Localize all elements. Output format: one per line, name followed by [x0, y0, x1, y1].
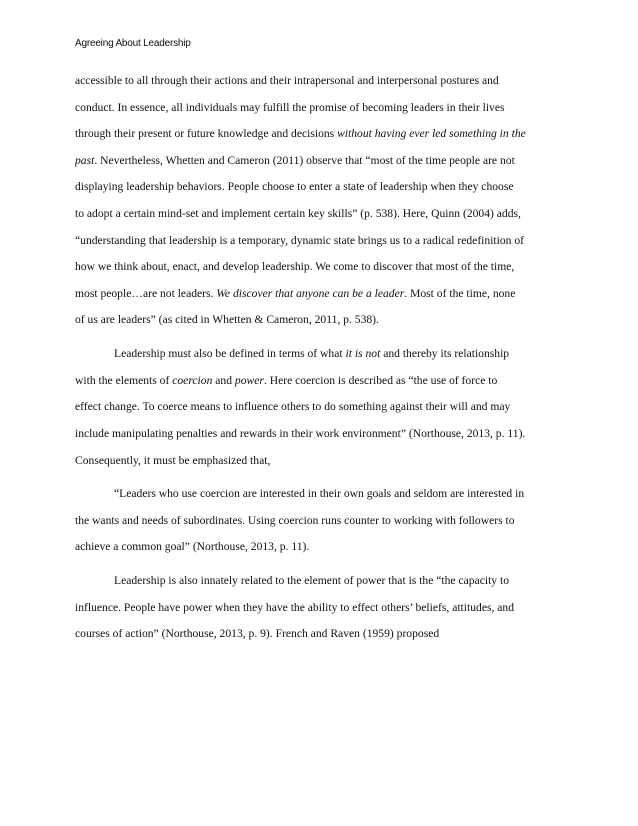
text-line: [75, 281, 575, 308]
italic-text-run: power: [234, 373, 264, 387]
text-run: displaying leadership behaviors. People choose to enter a state of leadership when they choose: [75, 180, 514, 194]
text-run: and thereby its relationship: [380, 347, 510, 361]
text-run: include manipulating penalties and rewards in their work environment” (Northouse, 2013, p. 11).: [75, 426, 526, 440]
text-run: how we think about, enact, and develop leadership. We come to discover that most of the time,: [75, 260, 515, 274]
text-run: accessible to all through their actions and their intrapersonal and interpersonal postures and: [75, 74, 499, 87]
text-line: [75, 254, 575, 281]
text-line: [75, 534, 575, 561]
text-line: [75, 121, 575, 148]
text-run: effect change. To coerce means to influence others to do something against their will and may: [75, 400, 511, 414]
text-line: [75, 394, 575, 421]
text-run: the wants and needs of subordinates. Using coercion runs counter to working with followers to: [75, 513, 515, 527]
text-run: . Here coercion is described as “the use of force to: [263, 373, 498, 387]
text-run: conduct. In essence, all individuals may fulfill the promise of becoming leaders in their lives: [75, 100, 505, 114]
text-line: [75, 595, 575, 622]
text-run: with the elements of: [75, 373, 173, 387]
text-line: [75, 68, 575, 95]
text-run: courses of action” (Northouse, 2013, p. 9). French and Raven (1959) proposed: [75, 627, 440, 641]
text-line: [75, 421, 575, 448]
text-line: [75, 95, 575, 122]
text-line: [75, 174, 575, 201]
text-run: most people…are not leaders.: [75, 286, 217, 300]
text-run: achieve a common goal” (Northouse, 2013, p. 11).: [75, 540, 310, 554]
text-run: . Most of the time, none: [404, 286, 516, 300]
text-line: [75, 307, 575, 334]
text-line: [75, 228, 575, 255]
text-line: [75, 201, 575, 228]
italic-text-run: past: [75, 153, 95, 167]
text-run: “understanding that leadership is a temporary, dynamic state brings us to a radical redefinition of: [75, 233, 525, 247]
text-run: “Leaders who use coercion are interested in their own goals and seldom are interested in: [114, 487, 525, 501]
text-line: [75, 148, 575, 175]
text-run: Leadership is also innately related to the element of power that is the “the capacity to: [114, 574, 510, 588]
text-line: [75, 448, 575, 475]
italic-text-run: without having ever led something in the: [337, 127, 526, 141]
italic-text-run: We discover that anyone can be a leader: [216, 286, 405, 300]
text-run: Consequently, it must be emphasized that,: [75, 453, 271, 467]
text-run: influence. People have power when they have the ability to effect others’ beliefs, attitudes, and: [75, 600, 515, 614]
text-run: of us are leaders” (as cited in Whetten & Cameron, 2011, p. 538).: [75, 313, 379, 327]
text-run: Leadership must also be defined in terms of what: [114, 347, 346, 361]
text-line: [75, 621, 575, 648]
text-line: [75, 341, 575, 368]
italic-text-run: it is not: [345, 347, 381, 361]
text-line: [75, 368, 575, 395]
text-run: through their present or future knowledge and decisions: [75, 127, 338, 141]
text-line: [75, 568, 575, 595]
running-head: Agreeing About Leadership: [75, 38, 191, 49]
body-text: [75, 68, 575, 648]
text-line: [75, 481, 575, 508]
text-line: [75, 508, 575, 535]
text-run: . Nevertheless, Whetten and Cameron (2011) observe that “most of the time people are not: [94, 153, 515, 167]
italic-text-run: coercion: [172, 373, 213, 387]
text-run: to adopt a certain mind-set and implement certain key skills” (p. 538). Here, Quinn (2004) adds,: [75, 206, 521, 220]
text-run: and: [212, 373, 235, 387]
